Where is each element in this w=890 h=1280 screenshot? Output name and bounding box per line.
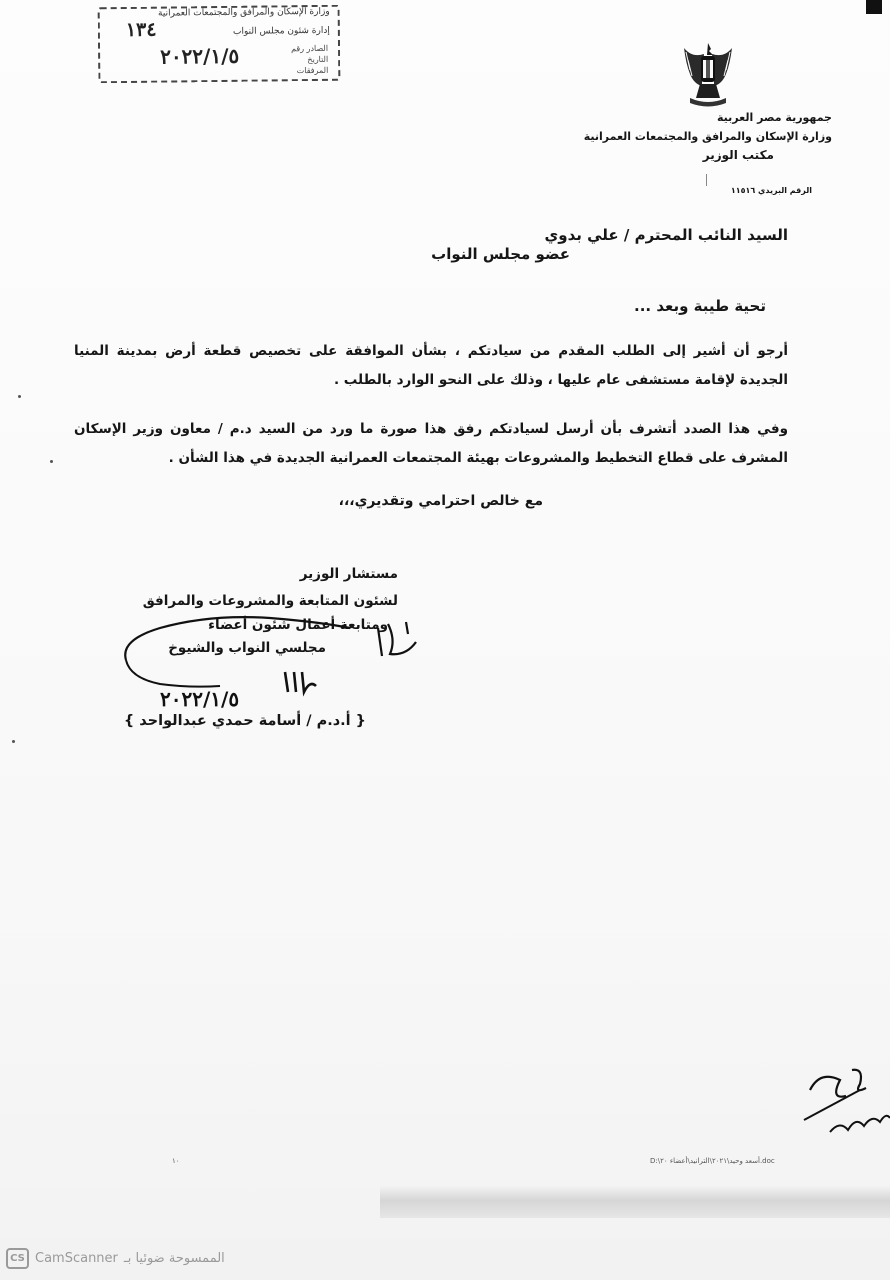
footer-file-reference: D:\أسعد وحيد\٢٠٢١\الترانيد\أعضاء ٢٠.doc <box>650 1157 775 1165</box>
stamp-field-date: التاريخ <box>307 54 329 65</box>
scan-mark <box>18 395 21 398</box>
eagle-emblem-icon <box>680 40 736 108</box>
scan-mark <box>50 460 53 463</box>
scan-mark <box>12 740 15 743</box>
letterhead-divider <box>706 174 707 186</box>
letterhead-office: مكتب الوزير <box>702 148 774 162</box>
stamp-department-line: إدارة شئون مجلس النواب <box>232 25 330 37</box>
signatory-title-4: مجلسي النواب والشيوخ <box>168 640 326 656</box>
closing-line: مع خالص احترامي وتقديري،،، <box>338 493 543 509</box>
registration-stamp <box>98 5 341 84</box>
stamp-ministry-line: وزارة الإسكان والمرافق والمجتمعات العمرانية <box>157 6 330 19</box>
letter-paragraph-2: وفي هذا الصدد أتشرف بأن أرسل لسيادتكم رفق هذا صورة ما ورد من السيد د.م / معاون وزير الإسكان المشرف على قطاع التخطيط والمشروعات بهيئة المجتمعات العمرانية الجديدة في هذا الشأن . <box>74 421 788 466</box>
scan-edge-mark <box>866 0 882 14</box>
addressee-name: السيد النائب المحترم / علي بدوي <box>544 226 788 244</box>
signatory-name: { أ.د.م / أسامة حمدي عبدالواحد } <box>123 713 366 729</box>
handwritten-margin-note <box>800 1050 890 1140</box>
letter-paragraph-1: أرجو أن أشير إلى الطلب المقدم من سيادتكم ، بشأن الموافقة على تخصيص قطعة أرض بمدينة المنيا الجديدة لإقامة مستشفى عام عليها ، وذلك على النحو الوارد بالطلب . <box>74 343 788 388</box>
postal-code: الرقم البريدي ١١٥١٦ <box>730 186 812 195</box>
signature-date: ٢٠٢٢/١/٥ <box>160 687 240 711</box>
signatory-title-1: مستشار الوزير <box>299 566 398 582</box>
addressee-title: عضو مجلس النواب <box>431 245 570 263</box>
footer-page-mark: ١٠ <box>172 1157 180 1165</box>
signatory-title-2: لشئون المتابعة والمشروعات والمرافق <box>142 593 398 609</box>
handwritten-signature <box>120 600 440 712</box>
stamp-registration-number: ١٣٤ <box>125 18 157 41</box>
camscanner-logo-icon: CS <box>6 1248 29 1269</box>
greeting: تحية طيبة وبعد ... <box>634 297 766 315</box>
scan-edge-shadow <box>380 1186 890 1218</box>
signatory-title-3: ومتابعة أعمال شئون أعضاء <box>208 617 388 633</box>
letterhead-country: جمهورية مصر العربية <box>717 111 832 124</box>
camscanner-label-en: CamScanner <box>35 1251 118 1266</box>
letterhead <box>584 108 832 165</box>
stamp-field-attachments: المرفقات <box>296 65 329 76</box>
stamp-field-outgoing: الصادر رقم <box>290 43 329 54</box>
camscanner-label-ar: الممسوحة ضوئيا بـ <box>123 1251 225 1266</box>
stamp-date: ٢٠٢٢/١/٥ <box>160 43 240 69</box>
camscanner-watermark <box>6 1248 225 1269</box>
stamp-fields <box>291 43 328 76</box>
letterhead-ministry: وزارة الإسكان والمرافق والمجتمعات العمرانية <box>583 130 832 143</box>
